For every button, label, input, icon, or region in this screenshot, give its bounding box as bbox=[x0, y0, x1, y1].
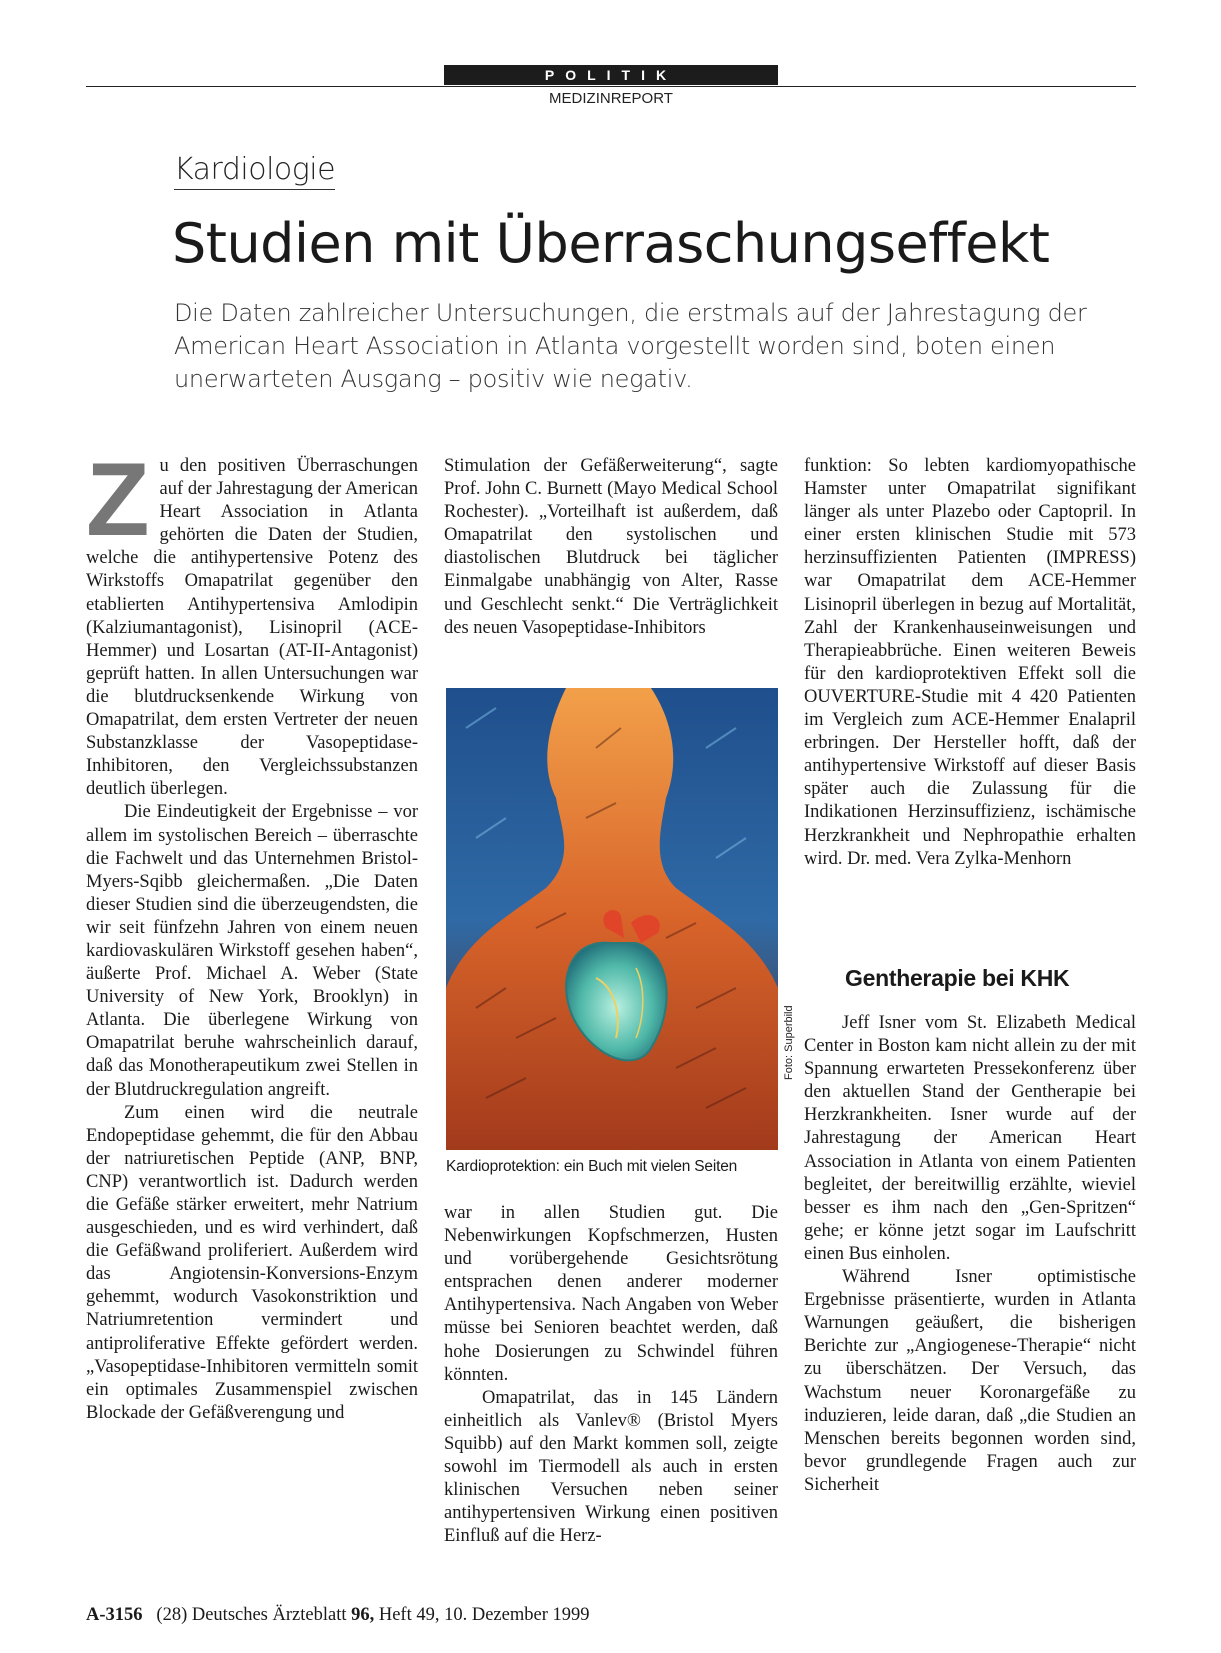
subsection-label: MEDIZINREPORT bbox=[549, 90, 673, 107]
photo-credit: Foto: Superbild bbox=[783, 1005, 795, 1080]
dropcap: Z bbox=[86, 442, 150, 558]
column-2-bottom bbox=[444, 1202, 778, 1548]
header-rule bbox=[86, 86, 1136, 87]
journal-name: (28) Deutsches Ärzteblatt bbox=[156, 1605, 347, 1625]
article-kicker: Kardiologie bbox=[174, 152, 335, 190]
page-footer bbox=[86, 1605, 590, 1626]
section-subhead: Gentherapie bei KHK bbox=[845, 965, 1070, 991]
section-label: POLITIK bbox=[444, 65, 778, 85]
paragraph: Während Isner optimistische Ergebnisse präsentierte, wurden in Atlanta Warnungen geäußert, die bisherigen Berichte zur „Angiogenese-Therapie“ nicht zu überschätzen. Der Versuch, das Wachstum neuer Koronargefäße zu induzieren, leide daran, daß „die Studien an Menschen bereits begonnen worden sind, bevor grundlegende Fragen auch zur Sicherheit bbox=[804, 1267, 1136, 1495]
page-number: A-3156 bbox=[86, 1605, 143, 1625]
column-1 bbox=[86, 442, 418, 1425]
article-lead: Die Daten zahlreicher Untersuchungen, die erstmals auf der Jahrestagung der American Heart Association in Atlanta vorgestellt worden sind, boten einen unerwarteten Ausgang – positiv wie negativ. bbox=[174, 299, 1087, 393]
article-headline: Studien mit Überraschungseffekt bbox=[172, 212, 1050, 275]
column-3-top bbox=[804, 455, 1136, 871]
figure-caption: Kardioprotektion: ein Buch mit vielen Seiten bbox=[446, 1158, 738, 1175]
author-byline: Dr. med. Vera Zylka-Menhorn bbox=[847, 848, 1072, 869]
column-2-top bbox=[444, 455, 778, 640]
paragraph-text: u den positiven Überraschungen auf der Jahrestagung der American Heart Association in Atlanta gehörten die Daten der Studien, welche die antihypertensive Potenz des Wirkstoffs Omapatrilat gegenüber den etablierten Antihypertensiva Amlodipin (Kalziumantagonist), Lisinopril (ACE-Hemmer) und Losartan (AT-II-Antagonist) geprüft hatten. In allen Untersuchungen war die blutdrucksenkende Wirkung von Omapatrilat, dem ersten Vertreter der neuen Substanzklasse der Vasopeptidase-Inhibitoren, den Vergleichssubstanzen deutlich überlegen. bbox=[86, 456, 418, 800]
volume-number: 96, bbox=[351, 1605, 375, 1625]
paragraph: Stimulation der Gefäßerweiterung“, sagte Prof. John C. Burnett (Mayo Medical School Rochester). „Vorteilhaft ist außerdem, daß Omapatrilat den systolischen und diastolischen Blutdruck bei täglicher Einmalgabe unabhängig von Alter, Rasse und Geschlecht senkt.“ Die Verträglichkeit des neuen Vasopeptidase-Inhibitors bbox=[444, 456, 778, 638]
column-3-bottom bbox=[804, 1012, 1136, 1497]
heart-illustration bbox=[446, 688, 778, 1150]
article-illustration bbox=[446, 688, 778, 1150]
paragraph bbox=[86, 442, 418, 801]
paragraph: Zum einen wird die neutrale Endopeptidase gehemmt, die für den Abbau der natriuretischen Peptide (ANP, BNP, CNP) verantwortlich ist. Dadurch werden die Gefäße stärker erweitert, mehr Natrium ausgeschieden, und es wird verhindert, daß die Gefäßwand proliferiert. Außerdem wird das Angiotensin-Konversions-Enzym gehemmt, wodurch Vasokonstriktion und Natriumretention vermindert und antiproliferative Effekte gefördert werden. „Vasopeptidase-Inhibitoren vermitteln somit ein optimales Zusammenspiel zwischen Blockade der Gefäßverengung und bbox=[86, 1102, 418, 1423]
paragraph bbox=[804, 455, 1136, 871]
paragraph: Omapatrilat, das in 145 Ländern einheitlich als Vanlev® (Bristol Myers Squibb) auf den Markt kommen soll, zeigte sowohl im Tiermodell als auch in ersten klinischen Versuchen neben seiner antihypertensiven Wirkung einen positiven Einfluß auf die Herz- bbox=[444, 1387, 778, 1547]
paragraph-text: funktion: So lebten kardiomyopathische Hamster unter Omapatrilat signifikant länger als unter Plazebo oder Captopril. In einer ersten klinischen Studie mit 573 herzinsuffizienten Patienten (IMPRESS) war Omapatrilat dem ACE-Hemmer Lisinopril überlegen in bezug auf Mortalität, Zahl der Krankenhauseinweisungen und Therapieabbrüche. Einen weiteren Beweis für den kardioprotektiven Effekt soll die OUVERTURE-Studie mit 4 420 Patienten im Vergleich zum ACE-Hemmer Enalapril erbringen. Der Hersteller hofft, daß der antihypertensive Wirkstoff auf dieser Basis später auch die Zulassung für die Indikationen Herzinsuffizienz, ischämische Herzkrankheit und Nephropathie erhalten wird. bbox=[804, 456, 1136, 869]
paragraph: war in allen Studien gut. Die Nebenwirkungen Kopfschmerzen, Husten und vorübergehende Gesichtsrötung entsprachen denen anderer moderner Antihypertensiva. Nach Angaben von Weber müsse bei Senioren beachtet werden, daß hohe Dosierungen zu Schwindel führen könnten. bbox=[444, 1203, 778, 1385]
paragraph: Jeff Isner vom St. Elizabeth Medical Center in Boston kam nicht allein zu der mit Spannung erwarteten Pressekonferenz über den aktuellen Stand der Gentherapie bei Herzkrankheiten. Isner wurde auf der Jahrestagung der American Heart Association in Atlanta von einem Patienten begleitet, der bereitwillig erzählte, wieviel besser es ihm nach den „Gen-Spritzen“ gehe; er könne jetzt sogar im Laufschritt einen Bus einholen. bbox=[804, 1013, 1136, 1264]
issue-date: Heft 49, 10. Dezember 1999 bbox=[378, 1605, 590, 1625]
paragraph: Die Eindeutigkeit der Ergebnisse – vor allem im systolischen Bereich – überraschte die Fachwelt und das Unternehmen Bristol-Myers-Sqibb gleichermaßen. „Die Daten dieser Studien sind die überzeugendsten, die wir seit fünfzehn Jahren von einem neuen kardiovaskulären Wirkstoff gesehen haben“, äußerte Prof. Michael A. Weber (State University of New York, Brooklyn) in Atlanta. Die überlegene Wirkung von Omapatrilat beruhe wahrscheinlich darauf, daß das Monotherapeutikum zwei Stellen in der Blutdruckregulation angreift. bbox=[86, 802, 418, 1100]
